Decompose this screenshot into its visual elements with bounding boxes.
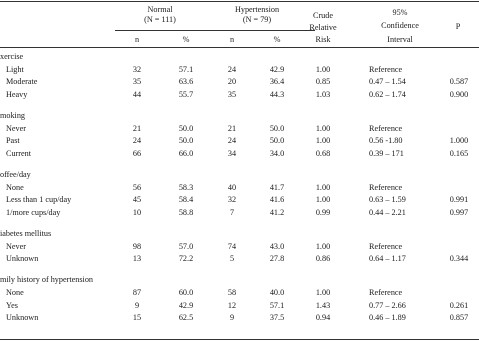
hyper-n-cell: 24 bbox=[227, 64, 237, 74]
normal-pct-cell: 58.8 bbox=[178, 207, 194, 217]
ci-cell: 0.39 – 171 bbox=[369, 148, 404, 158]
normal-pct-cell: 50.0 bbox=[178, 136, 194, 146]
crude-rr-cell: 1.00 bbox=[315, 241, 331, 251]
normal-n-cell: 21 bbox=[132, 123, 142, 133]
row-label: Yes bbox=[6, 300, 18, 310]
row-label: Current bbox=[6, 148, 32, 158]
hyper-pct-header: % bbox=[273, 35, 281, 44]
p-value-cell: 1.000 bbox=[449, 136, 469, 146]
crude-rr-header-line1: Crude bbox=[312, 11, 334, 20]
p-value-cell: 0.991 bbox=[449, 195, 469, 205]
normal-n-cell: 87 bbox=[132, 288, 142, 297]
row-label: Never bbox=[6, 123, 27, 133]
ci-header-line1: 95% bbox=[392, 8, 408, 17]
crude-rr-cell: 1.03 bbox=[315, 89, 331, 99]
hyper-pct-cell: 34.0 bbox=[269, 148, 285, 158]
normal-pct-cell: 66.0 bbox=[178, 148, 194, 158]
hyper-pct-cell: 27.8 bbox=[269, 254, 285, 264]
normal-n-cell: 45 bbox=[132, 195, 142, 205]
table-bottom-rule bbox=[0, 339, 479, 340]
row-label: Unknown bbox=[6, 313, 39, 323]
hyper-n-cell: 58 bbox=[227, 288, 237, 297]
normal-group-count: (N = 111) bbox=[144, 15, 176, 24]
hyper-pct-cell: 57.1 bbox=[269, 300, 285, 310]
normal-n-header: n bbox=[134, 35, 140, 44]
ci-cell: Reference bbox=[369, 241, 403, 251]
hypertension-group-title: Hypertension bbox=[234, 5, 280, 14]
crude-rr-header-line3: Risk bbox=[315, 35, 331, 44]
normal-pct-cell: 58.3 bbox=[178, 182, 194, 192]
normal-n-cell: 9 bbox=[134, 300, 140, 310]
row-label: Light bbox=[6, 64, 24, 74]
crude-rr-cell: 0.94 bbox=[315, 313, 331, 323]
crude-rr-cell: 0.86 bbox=[315, 254, 331, 264]
crude-rr-cell: 1.00 bbox=[315, 136, 331, 146]
p-value-cell: 0.997 bbox=[449, 207, 469, 217]
normal-n-cell: 98 bbox=[132, 241, 142, 251]
normal-pct-cell: 50.0 bbox=[178, 123, 194, 133]
ci-cell: 0.63 – 1.59 bbox=[369, 195, 406, 205]
hyper-pct-cell: 50.0 bbox=[269, 136, 285, 146]
normal-pct-header: % bbox=[182, 35, 190, 44]
p-value-cell: 0.587 bbox=[449, 77, 469, 87]
row-label: None bbox=[6, 288, 24, 297]
hyper-pct-cell: 43.0 bbox=[269, 241, 285, 251]
ci-cell: 0.46 – 1.89 bbox=[369, 313, 406, 323]
hyper-n-cell: 35 bbox=[227, 89, 237, 99]
normal-group-title: Normal bbox=[147, 5, 173, 14]
section-title: moking bbox=[0, 111, 26, 120]
crude-rr-cell: 0.99 bbox=[315, 207, 331, 217]
hyper-n-cell: 74 bbox=[227, 241, 237, 251]
normal-pct-cell: 60.0 bbox=[178, 288, 194, 297]
hyper-pct-cell: 42.9 bbox=[269, 64, 285, 74]
hyper-pct-cell: 36.4 bbox=[269, 77, 285, 87]
table-top-rule bbox=[0, 1, 479, 2]
row-label: Unknown bbox=[6, 254, 39, 264]
hyper-n-cell: 24 bbox=[227, 136, 237, 146]
ci-cell: 0.44 – 2.21 bbox=[369, 207, 406, 217]
ci-cell: 0.47 – 1.54 bbox=[369, 77, 406, 87]
hyper-n-cell: 9 bbox=[229, 313, 235, 323]
p-header: P bbox=[455, 22, 461, 31]
p-value-cell: 0.165 bbox=[449, 148, 469, 158]
normal-pct-cell: 42.9 bbox=[178, 300, 194, 310]
normal-pct-cell: 58.4 bbox=[178, 195, 194, 205]
section-title: offee/day bbox=[0, 170, 31, 179]
crude-rr-cell: 0.85 bbox=[315, 77, 331, 87]
hyper-pct-cell: 41.2 bbox=[269, 207, 285, 217]
normal-n-cell: 10 bbox=[132, 207, 142, 217]
normal-n-cell: 66 bbox=[132, 148, 142, 158]
hyper-n-cell: 34 bbox=[227, 148, 237, 158]
row-label: None bbox=[6, 182, 24, 192]
hyper-n-cell: 5 bbox=[229, 254, 235, 264]
hyper-n-cell: 32 bbox=[227, 195, 237, 205]
p-value-cell: 0.261 bbox=[449, 300, 469, 310]
section-title: iabetes mellitus bbox=[0, 229, 52, 238]
hyper-pct-cell: 40.0 bbox=[269, 288, 285, 297]
crude-rr-cell: 1.00 bbox=[315, 64, 331, 74]
ci-cell: Reference bbox=[369, 288, 403, 297]
section-title: mily history of hypertension bbox=[0, 275, 94, 285]
normal-pct-cell: 57.1 bbox=[178, 64, 194, 74]
crude-rr-cell: 1.00 bbox=[315, 182, 331, 192]
hyper-n-header: n bbox=[229, 35, 235, 44]
row-label: Never bbox=[6, 241, 27, 251]
crude-rr-cell: 1.43 bbox=[315, 300, 331, 310]
normal-pct-cell: 62.5 bbox=[178, 313, 194, 323]
ci-cell: Reference bbox=[369, 123, 403, 133]
hyper-n-cell: 21 bbox=[227, 123, 237, 133]
crude-rr-cell: 0.68 bbox=[315, 148, 331, 158]
row-label: Moderate bbox=[6, 77, 38, 87]
row-label: Heavy bbox=[6, 89, 28, 99]
row-label: 1/more cups/day bbox=[6, 207, 61, 217]
ci-header-line2: Confidence bbox=[381, 21, 419, 30]
p-value-cell: 0.857 bbox=[449, 313, 469, 323]
ci-cell: 0.77 – 2.66 bbox=[369, 300, 406, 310]
row-label: Less than 1 cup/day bbox=[6, 195, 72, 205]
crude-rr-cell: 1.00 bbox=[315, 123, 331, 133]
ci-cell: Reference bbox=[369, 64, 403, 74]
hyper-pct-cell: 44.3 bbox=[269, 89, 285, 99]
hypertension-group-count: (N = 79) bbox=[242, 15, 272, 24]
normal-n-cell: 56 bbox=[132, 182, 142, 192]
hyper-pct-cell: 41.7 bbox=[269, 182, 285, 192]
normal-n-cell: 15 bbox=[132, 313, 142, 323]
ci-cell: 0.64 – 1.17 bbox=[369, 254, 406, 264]
normal-n-cell: 44 bbox=[132, 89, 142, 99]
header-bottom-rule bbox=[0, 47, 479, 48]
hyper-pct-cell: 41.6 bbox=[269, 195, 285, 205]
normal-pct-cell: 55.7 bbox=[178, 89, 194, 99]
hyper-pct-cell: 37.5 bbox=[269, 313, 285, 323]
normal-pct-cell: 63.6 bbox=[178, 77, 194, 87]
normal-n-cell: 13 bbox=[132, 254, 142, 264]
hyper-n-cell: 12 bbox=[227, 300, 237, 310]
normal-n-cell: 24 bbox=[132, 136, 142, 146]
ci-cell: Reference bbox=[369, 182, 403, 192]
normal-pct-cell: 72.2 bbox=[178, 254, 194, 264]
normal-n-cell: 32 bbox=[132, 64, 142, 74]
crude-rr-header-line2: Relative bbox=[309, 23, 337, 32]
ci-cell: 0.62 – 1.74 bbox=[369, 89, 406, 99]
crude-rr-cell: 1.00 bbox=[315, 288, 331, 297]
hyper-n-cell: 40 bbox=[227, 182, 237, 192]
p-value-cell: 0.344 bbox=[449, 254, 469, 264]
ci-header-line3: Interval bbox=[387, 35, 413, 44]
row-label: Past bbox=[6, 136, 20, 146]
p-value-cell: 0.900 bbox=[449, 89, 469, 99]
group-underline bbox=[115, 30, 315, 31]
hyper-pct-cell: 50.0 bbox=[269, 123, 285, 133]
normal-n-cell: 35 bbox=[132, 77, 142, 87]
hyper-n-cell: 20 bbox=[227, 77, 237, 87]
normal-pct-cell: 57.0 bbox=[178, 241, 194, 251]
crude-rr-cell: 1.00 bbox=[315, 195, 331, 205]
ci-cell: 0.56 -1.80 bbox=[369, 136, 403, 146]
section-title: xercise bbox=[0, 52, 24, 61]
hyper-n-cell: 7 bbox=[229, 207, 235, 217]
